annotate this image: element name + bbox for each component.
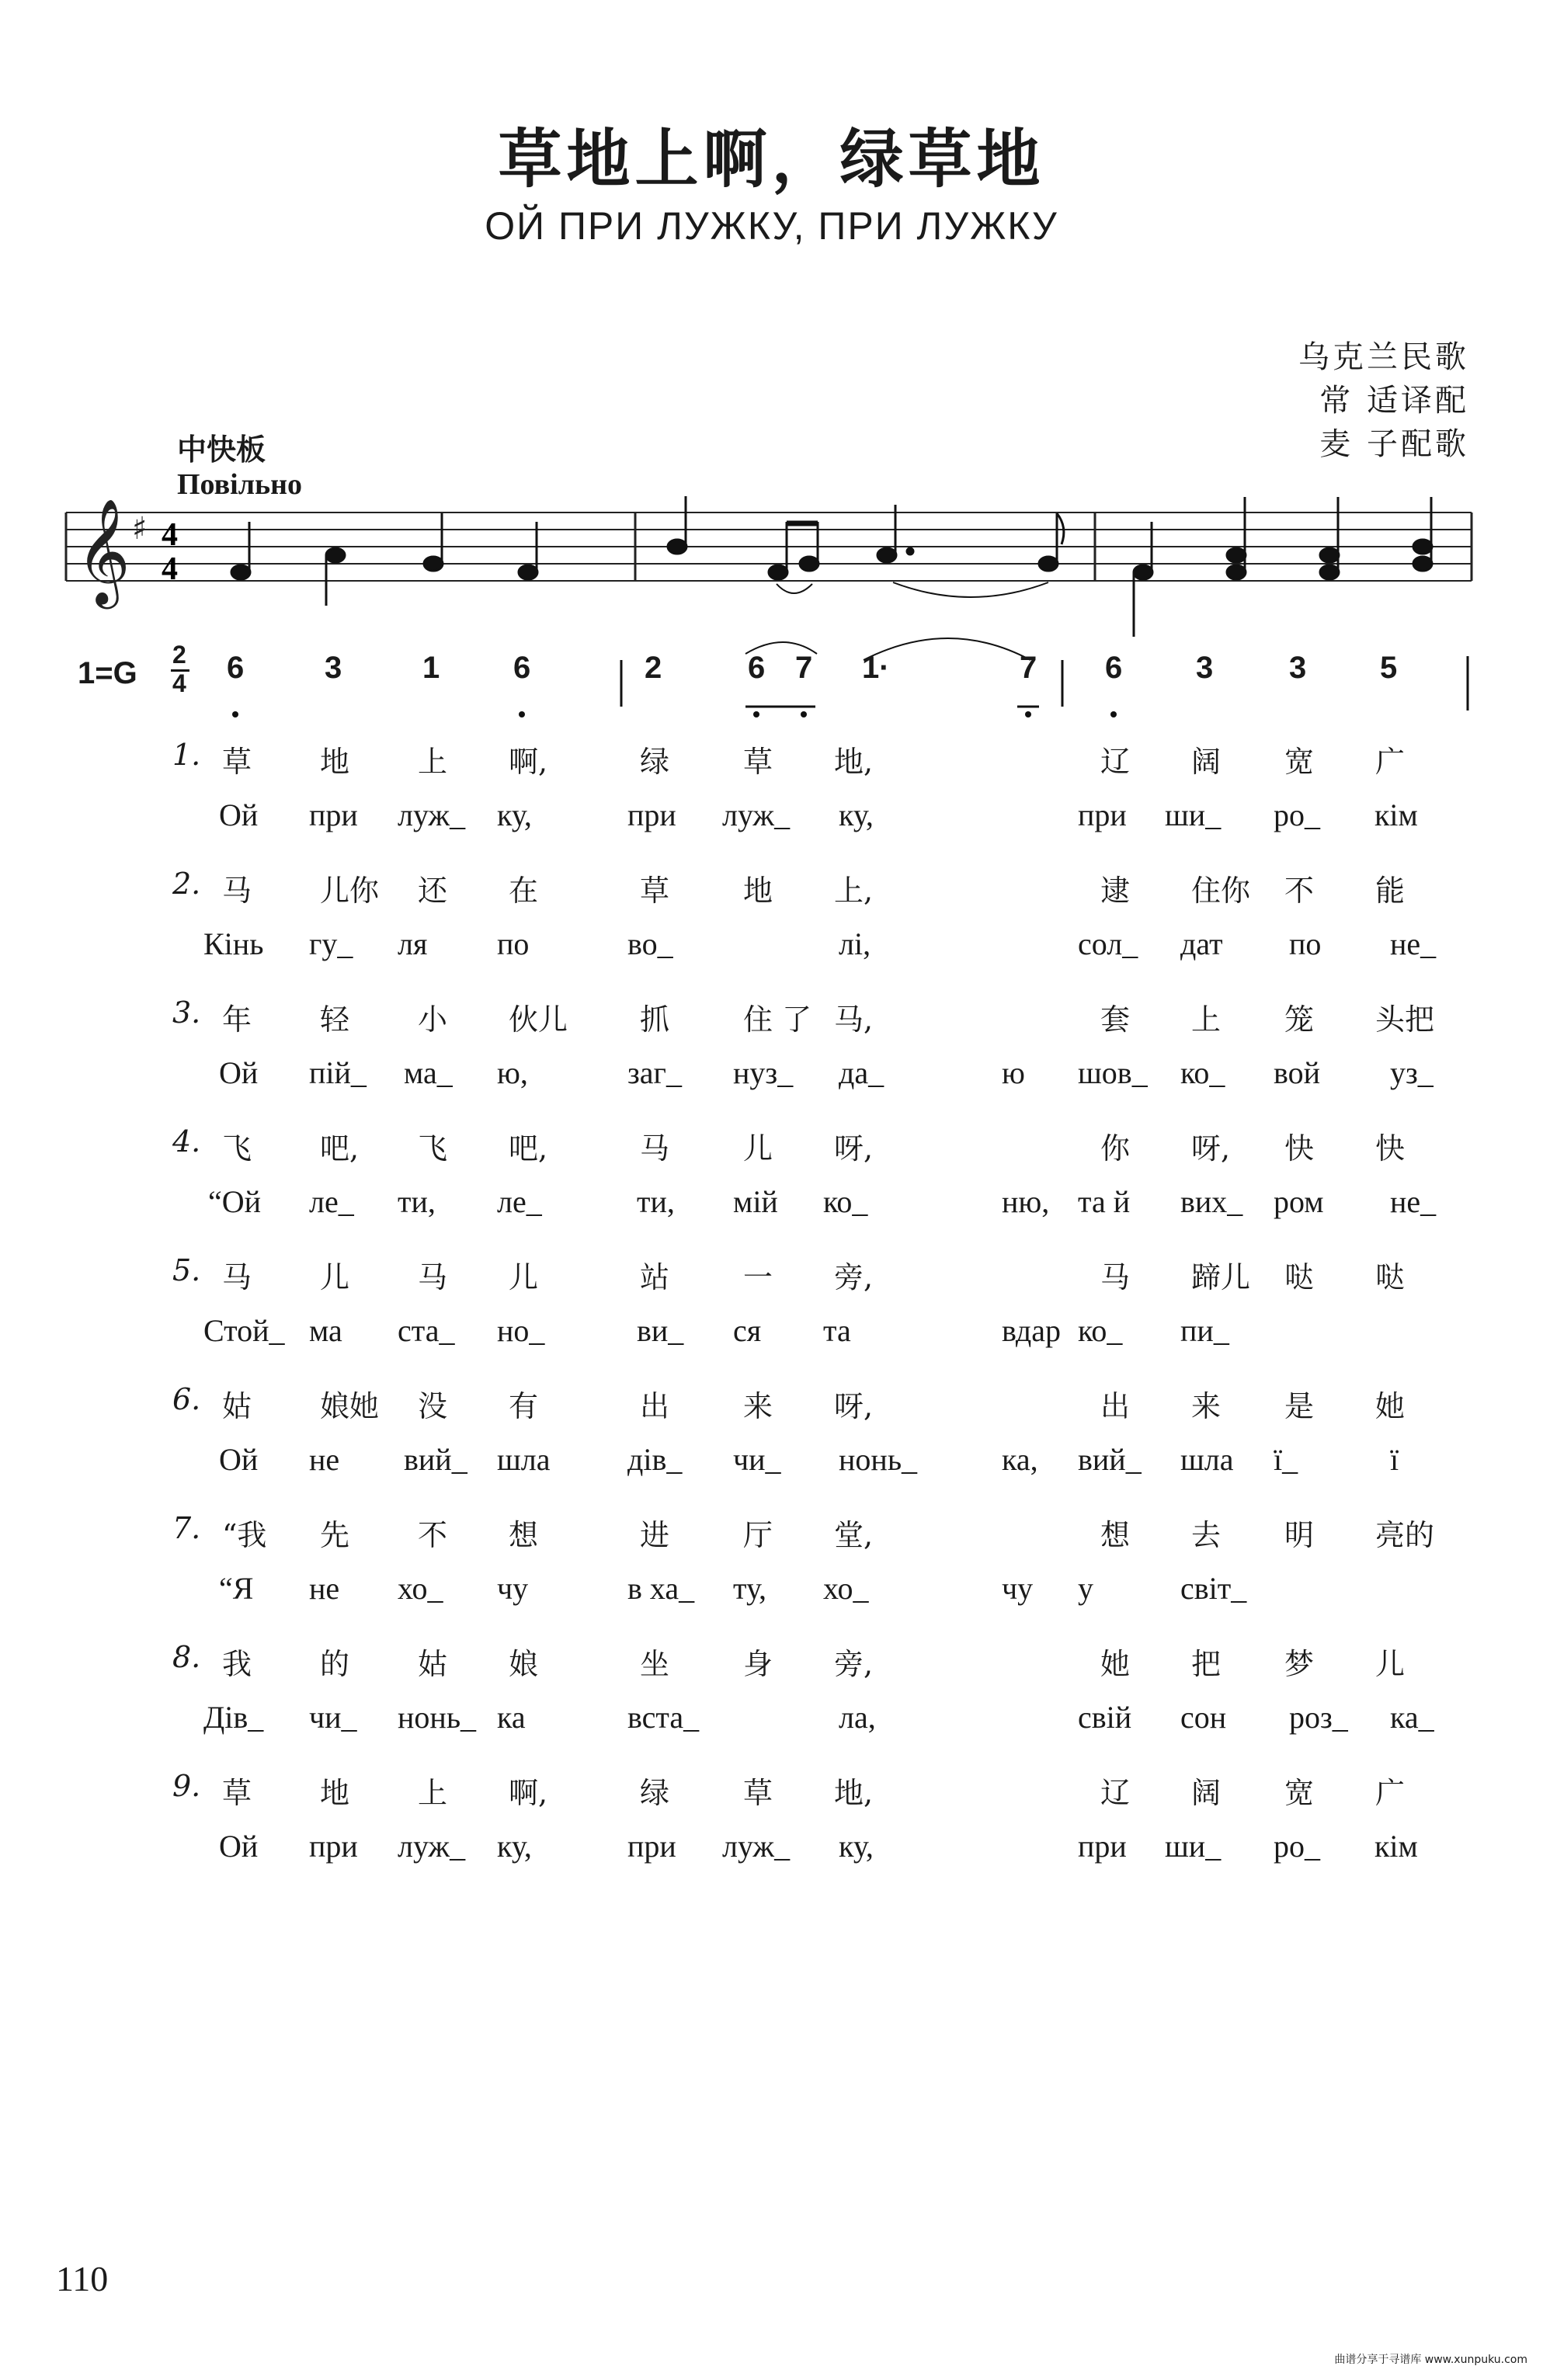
lyric-zh: 辽: [1100, 745, 1131, 779]
lyric-uk: не: [309, 1571, 340, 1606]
jianpu-note: 3: [325, 651, 342, 685]
lyric-zh: 年: [222, 1002, 252, 1037]
lyric-uk: Стой_: [203, 1313, 285, 1348]
lyric-uk: вих_: [1180, 1184, 1243, 1219]
lyric-uk: дів_: [627, 1442, 683, 1477]
lyric-zh: 姑: [418, 1647, 448, 1681]
lyric-zh: 住你: [1191, 874, 1251, 908]
lyric-zh: 进: [640, 1518, 670, 1552]
note: [877, 548, 896, 562]
note: [769, 565, 787, 579]
lyric-uk: ля: [398, 926, 428, 961]
lyric-zh: 蹄儿: [1191, 1260, 1251, 1294]
lyric-zh: 地: [320, 1776, 350, 1810]
lyric-uk: не_: [1390, 1184, 1437, 1219]
lyric-uk: луж_: [722, 1829, 791, 1864]
lyric-uk: луж_: [398, 797, 466, 832]
lyric-zh: 她: [1375, 1389, 1406, 1423]
footer-watermark: 曲谱分享于寻谱库 www.xunpuku.com: [1334, 2354, 1527, 2366]
lyric-zh: 出: [1100, 1389, 1131, 1423]
lyric-uk: ку,: [497, 1829, 532, 1864]
jianpu-note: 3: [1289, 651, 1307, 685]
lyric-zh: 儿: [509, 1260, 539, 1294]
lyric-uk: но_: [497, 1313, 545, 1348]
lyric-zh: 地,: [834, 1776, 874, 1810]
lyric-uk: ко_: [1180, 1055, 1225, 1090]
lyric-zh: 去: [1191, 1518, 1222, 1552]
lyric-uk: ла,: [839, 1700, 876, 1735]
lyric-zh: 地,: [834, 745, 874, 779]
jianpu-note: 5: [1380, 651, 1398, 685]
verse-number: 7.: [172, 1511, 201, 1545]
lyric-zh: 辽: [1100, 1776, 1131, 1810]
jianpu-time-bottom: 4: [172, 669, 186, 697]
lyric-zh: 马: [418, 1260, 448, 1294]
lyric-uk: ром: [1274, 1184, 1324, 1219]
jianpu-note: 1·: [862, 651, 890, 685]
lyric-zh: 绿: [640, 745, 670, 779]
page-title: 草地上啊，绿草地: [498, 123, 1045, 196]
lyric-uk: при: [1078, 1829, 1127, 1864]
jianpu-note: 1: [422, 651, 440, 685]
verse-number: 5.: [172, 1253, 201, 1287]
lyric-uk: во_: [627, 926, 673, 961]
lyric-zh: 上,: [834, 874, 874, 908]
lyric-zh: 姑: [222, 1389, 252, 1423]
verse-number: 3.: [172, 995, 201, 1030]
lyric-zh: 想: [509, 1518, 539, 1552]
lyric-uk: у: [1078, 1571, 1093, 1606]
lyric-zh: 先: [320, 1518, 350, 1552]
lyric-zh: 吧,: [320, 1131, 360, 1166]
treble-clef-icon: 𝄞: [76, 497, 130, 604]
lyric-uk: хо_: [823, 1571, 869, 1606]
lyric-zh: 是: [1284, 1389, 1315, 1423]
lyric-uk: ле_: [309, 1184, 354, 1219]
lyric-zh: 儿你: [320, 874, 380, 908]
lyric-uk: та: [823, 1313, 851, 1348]
lyric-uk: шла: [1180, 1442, 1234, 1477]
lyric-uk: ко_: [823, 1184, 868, 1219]
lyric-zh: 住 了: [743, 1002, 812, 1037]
lyric-zh: 草: [743, 745, 773, 779]
tempo-marking-ukrainian: Повільно: [177, 468, 302, 501]
lyric-uk: Ой: [219, 1442, 259, 1477]
lyric-zh: 宽: [1284, 745, 1315, 779]
lyric-uk: світ_: [1180, 1571, 1247, 1606]
lyric-uk: Ой: [219, 1055, 259, 1090]
lyric-zh: 马: [640, 1131, 670, 1166]
lyric-zh: 广: [1375, 1776, 1406, 1810]
lyric-uk: ї: [1390, 1442, 1399, 1477]
lyric-zh: 娘她: [320, 1389, 380, 1423]
tie: [893, 582, 1048, 597]
lyric-zh: 哒: [1284, 1260, 1315, 1294]
lyric-uk: при: [627, 1829, 676, 1864]
lyric-uk: ю: [1002, 1055, 1025, 1090]
lyric-zh: 草: [743, 1776, 773, 1810]
lyric-uk: Кінь: [203, 926, 264, 961]
lyric-zh: 厅: [743, 1518, 773, 1552]
credit-translator: 常 适译配: [1319, 383, 1469, 419]
dot: [907, 548, 913, 554]
verse-number: 2.: [172, 867, 201, 901]
lyric-uk: ши_: [1165, 797, 1222, 832]
jianpu-time-top: 2: [172, 641, 186, 669]
lyric-uk: свій: [1078, 1700, 1132, 1735]
lyric-uk: заг_: [627, 1055, 682, 1090]
lyric-zh: 伙儿: [509, 1002, 568, 1037]
lyric-uk: ї_: [1274, 1442, 1298, 1477]
lyric-uk: чу: [497, 1571, 529, 1606]
lyric-zh: 站: [640, 1260, 670, 1294]
lyric-uk: ма: [309, 1313, 342, 1348]
lyric-uk: луж_: [398, 1829, 466, 1864]
lyric-uk: ти,: [398, 1184, 436, 1219]
key-signature-sharp-icon: ♯: [132, 511, 148, 547]
page-number: 110: [56, 2259, 109, 2298]
lyric-uk: ле_: [497, 1184, 542, 1219]
lyric-zh: 轻: [320, 1002, 350, 1037]
lyric-uk: хо_: [398, 1571, 443, 1606]
lyric-zh: 宽: [1284, 1776, 1315, 1810]
lyric-uk: мій: [733, 1184, 778, 1219]
lyric-uk: роз_: [1289, 1700, 1348, 1735]
lyric-zh: 呀,: [834, 1389, 874, 1423]
lyric-zh: 绿: [640, 1776, 670, 1810]
note: [1134, 565, 1152, 579]
lyric-zh: 头把: [1375, 1002, 1435, 1037]
lyric-uk: Ой: [219, 797, 259, 832]
lyric-uk: при: [309, 1829, 358, 1864]
lyric-zh: 还: [418, 874, 448, 908]
verse-number: 4.: [172, 1124, 201, 1159]
lyric-uk: ка,: [1002, 1442, 1038, 1477]
lyric-uk: нуз_: [733, 1055, 794, 1090]
lyric-uk: “Я: [219, 1571, 254, 1606]
lyric-uk: луж_: [722, 797, 791, 832]
jianpu-note: 6: [748, 651, 766, 685]
lyric-uk: в ха_: [627, 1571, 695, 1606]
lyric-zh: 快: [1284, 1131, 1315, 1166]
lyric-uk: “Ой: [208, 1184, 262, 1219]
lyric-zh: 旁,: [834, 1647, 874, 1681]
note: [1039, 557, 1058, 571]
lyric-uk: ка: [497, 1700, 526, 1735]
lyric-uk: вдар: [1002, 1313, 1061, 1348]
lyric-uk: вста_: [627, 1700, 700, 1735]
note: [1413, 540, 1432, 554]
lyric-zh: 啊,: [509, 1776, 548, 1810]
lyric-zh: 地: [743, 874, 773, 908]
lyric-uk: при: [309, 797, 358, 832]
note: [800, 557, 818, 571]
jianpu-note: 6: [1105, 651, 1123, 685]
lyric-uk: при: [627, 797, 676, 832]
lyric-zh: 逮: [1100, 874, 1131, 908]
lyric-zh: 她: [1100, 1647, 1131, 1681]
lyric-zh: 广: [1375, 745, 1406, 779]
lyric-zh: 飞: [418, 1131, 448, 1166]
lyric-zh: 快: [1375, 1131, 1406, 1166]
lyric-uk: нонь_: [398, 1700, 477, 1735]
tempo-marking: 中快板: [177, 433, 266, 467]
lyric-uk: та й: [1078, 1184, 1131, 1219]
lyric-zh: 笼: [1284, 1002, 1315, 1037]
lyric-uk: дат: [1180, 926, 1223, 961]
note: [1320, 548, 1339, 562]
lyric-zh: 草: [222, 745, 252, 779]
lyric-uk: чи_: [309, 1700, 357, 1735]
lyric-zh: 不: [1284, 874, 1315, 908]
lyric-zh: 的: [320, 1647, 350, 1681]
lyric-zh: 没: [418, 1389, 448, 1423]
lyric-uk: Дів_: [203, 1700, 264, 1735]
lyric-uk: ку,: [497, 797, 532, 832]
lyric-zh: 哒: [1375, 1260, 1406, 1294]
lyric-zh: “我: [222, 1518, 267, 1552]
jianpu-note: 6: [227, 651, 245, 685]
lyric-zh: 马: [1100, 1260, 1131, 1294]
lyric-uk: чу: [1002, 1571, 1034, 1606]
lyric-zh: 草: [222, 1776, 252, 1810]
lyric-uk: ка_: [1390, 1700, 1434, 1735]
lyric-zh: 来: [743, 1389, 773, 1423]
lyric-zh: 啊,: [509, 745, 548, 779]
jianpu-note: 7: [795, 651, 813, 685]
lyric-uk: ню,: [1002, 1184, 1050, 1219]
note: [519, 565, 537, 579]
lyric-zh: 坐: [640, 1647, 670, 1681]
lyric-zh: 抓: [640, 1002, 670, 1037]
lyric-uk: по: [1289, 926, 1322, 961]
lyric-zh: 明: [1284, 1518, 1315, 1552]
lyric-uk: ши_: [1165, 1829, 1222, 1864]
lyric-zh: 小: [418, 1002, 448, 1037]
jianpu-note: 7: [1020, 651, 1037, 685]
lyric-uk: нонь_: [839, 1442, 918, 1477]
lyric-uk: вий_: [1078, 1442, 1142, 1477]
note: [1227, 548, 1246, 562]
lyric-uk: ю,: [497, 1055, 528, 1090]
lyric-uk: ро_: [1274, 797, 1320, 832]
lyric-zh: 你: [1100, 1131, 1131, 1166]
note: [424, 557, 443, 571]
lyric-uk: ти,: [637, 1184, 675, 1219]
jianpu-note: 6: [513, 651, 531, 685]
lyric-uk: вий_: [404, 1442, 467, 1477]
lyric-zh: 儿: [1375, 1647, 1406, 1681]
slur: [777, 584, 812, 593]
lyric-uk: ту,: [733, 1571, 766, 1606]
lyric-zh: 能: [1375, 874, 1406, 908]
lyric-zh: 来: [1191, 1389, 1222, 1423]
lyric-uk: кім: [1374, 797, 1418, 832]
lyric-uk: ся: [733, 1313, 762, 1348]
lyric-zh: 套: [1100, 1002, 1131, 1037]
lyric-uk: уз_: [1390, 1055, 1434, 1090]
lyric-zh: 草: [640, 874, 670, 908]
lyric-zh: 一: [743, 1260, 773, 1294]
lyric-uk: ку,: [839, 1829, 874, 1864]
lyric-uk: лі,: [839, 926, 871, 961]
lyric-zh: 想: [1100, 1518, 1131, 1552]
lyric-uk: ма_: [404, 1055, 453, 1090]
lyric-uk: при: [1078, 797, 1127, 832]
lyric-uk: пій_: [309, 1055, 367, 1090]
lyric-zh: 阔: [1191, 745, 1222, 779]
lyric-zh: 儿: [320, 1260, 350, 1294]
jianpu-note: 2: [645, 651, 662, 685]
credit-origin: 乌克兰民歌: [1298, 339, 1469, 375]
lyric-zh: 马: [222, 1260, 252, 1294]
lyric-uk: ку,: [839, 797, 874, 832]
lyric-zh: 有: [509, 1389, 539, 1423]
lyric-zh: 在: [509, 874, 539, 908]
verse-number: 1.: [172, 738, 201, 772]
lyric-uk: не: [309, 1442, 340, 1477]
lyric-zh: 上: [418, 1776, 448, 1810]
lyric-uk: Ой: [219, 1829, 259, 1864]
lyric-uk: ста_: [398, 1313, 455, 1348]
jianpu-note: 3: [1196, 651, 1214, 685]
lyric-uk: ви_: [637, 1313, 684, 1348]
lyric-uk: по: [497, 926, 530, 961]
lyric-zh: 梦: [1284, 1647, 1315, 1681]
page-subtitle: ОЙ ПРИ ЛУЖКУ, ПРИ ЛУЖКУ: [485, 204, 1058, 248]
lyric-zh: 娘: [509, 1647, 539, 1681]
lyric-zh: 上: [418, 745, 448, 779]
lyric-zh: 呀,: [1191, 1131, 1231, 1166]
lyric-zh: 不: [418, 1518, 448, 1552]
lyric-zh: 我: [222, 1647, 252, 1681]
lyric-zh: 堂,: [834, 1518, 874, 1552]
lyric-uk: кім: [1374, 1829, 1418, 1864]
lyric-zh: 地: [320, 745, 350, 779]
lyric-uk: да_: [839, 1055, 884, 1090]
verse-number: 8.: [172, 1640, 201, 1674]
lyric-zh: 马,: [834, 1002, 874, 1037]
lyric-zh: 马: [222, 874, 252, 908]
lyric-zh: 儿: [743, 1131, 773, 1166]
lyric-uk: ко_: [1078, 1313, 1123, 1348]
lyric-zh: 出: [640, 1389, 670, 1423]
verse-number: 6.: [172, 1382, 201, 1416]
time-signature-bottom: 4: [162, 551, 178, 587]
lyric-zh: 上: [1191, 1002, 1222, 1037]
note: [668, 540, 686, 554]
lyric-uk: ро_: [1274, 1829, 1320, 1864]
credit-lyricist: 麦 子配歌: [1319, 426, 1469, 462]
lyric-zh: 呀,: [834, 1131, 874, 1166]
lyric-uk: шла: [497, 1442, 551, 1477]
lyric-uk: чи_: [733, 1442, 781, 1477]
lyric-uk: гу_: [309, 926, 353, 961]
lyric-uk: сон: [1180, 1700, 1227, 1735]
lyric-zh: 旁,: [834, 1260, 874, 1294]
time-signature-top: 4: [162, 517, 178, 553]
lyric-uk: пи_: [1180, 1313, 1229, 1348]
lyric-zh: 阔: [1191, 1776, 1222, 1810]
lyric-uk: шов_: [1078, 1055, 1148, 1090]
lyric-zh: 把: [1191, 1647, 1222, 1681]
note: [326, 548, 345, 562]
lyric-uk: вой: [1274, 1055, 1321, 1090]
lyric-uk: не_: [1390, 926, 1437, 961]
lyric-zh: 亮的: [1375, 1518, 1435, 1552]
verse-number: 9.: [172, 1769, 201, 1803]
lyric-zh: 飞: [222, 1131, 252, 1166]
lyric-uk: сол_: [1078, 926, 1138, 961]
lyric-zh: 身: [743, 1647, 773, 1681]
note: [231, 565, 250, 579]
lyric-zh: 吧,: [509, 1131, 548, 1166]
key-signature-jianpu: 1=G: [78, 656, 137, 690]
